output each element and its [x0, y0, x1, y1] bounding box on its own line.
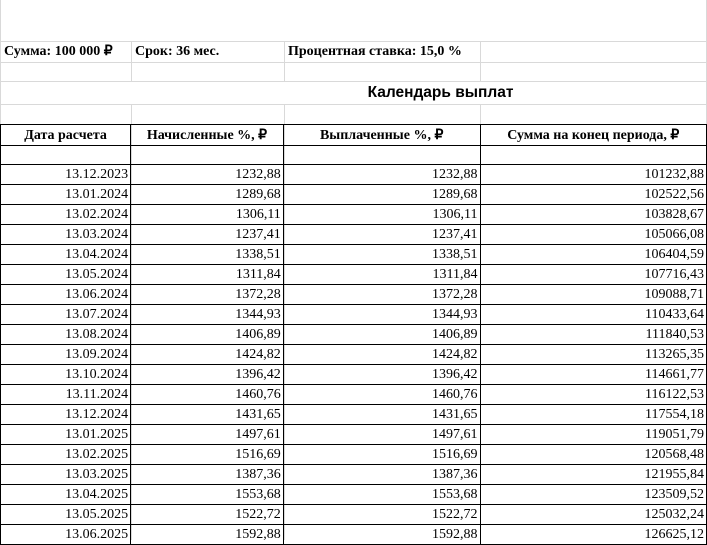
table-row: [1, 285, 707, 305]
table-header-row: [1, 125, 707, 146]
accrued-cell[interactable]: 1522,72: [131, 505, 284, 525]
balance-cell[interactable]: 113265,35: [480, 345, 706, 365]
date-cell[interactable]: 13.06.2024: [1, 285, 131, 305]
date-cell[interactable]: 13.12.2024: [1, 405, 131, 425]
balance-cell[interactable]: 117554,18: [480, 405, 706, 425]
balance-cell[interactable]: 110433,64: [480, 305, 706, 325]
empty-row: [1, 146, 707, 165]
table-row: [1, 445, 707, 465]
accrued-cell[interactable]: 1424,82: [131, 345, 284, 365]
table-row: [1, 165, 707, 185]
date-cell[interactable]: 13.06.2025: [1, 525, 131, 545]
balance-cell[interactable]: 102522,56: [480, 185, 706, 205]
table-row: [1, 525, 707, 545]
column-header-accrued[interactable]: Начисленные %, ₽: [131, 125, 284, 146]
balance-cell[interactable]: 119051,79: [480, 425, 706, 445]
accrued-cell[interactable]: 1289,68: [131, 185, 284, 205]
sum-cell[interactable]: Сумма: 100 000 ₽: [4, 44, 113, 59]
paid-cell[interactable]: 1311,84: [283, 265, 480, 285]
balance-cell[interactable]: 101232,88: [480, 165, 706, 185]
date-cell[interactable]: 13.12.2023: [1, 165, 131, 185]
accrued-cell[interactable]: 1338,51: [131, 245, 284, 265]
table-row: [1, 345, 707, 365]
table-row: [1, 485, 707, 505]
date-cell[interactable]: 13.09.2024: [1, 345, 131, 365]
table-cell[interactable]: [131, 146, 284, 165]
accrued-cell[interactable]: 1306,11: [131, 205, 284, 225]
table-row: [1, 305, 707, 325]
date-cell[interactable]: 13.01.2024: [1, 185, 131, 205]
table-row: [1, 405, 707, 425]
balance-cell[interactable]: 106404,59: [480, 245, 706, 265]
paid-cell[interactable]: 1387,36: [283, 465, 480, 485]
term-cell[interactable]: Срок: 36 мес.: [135, 44, 220, 59]
accrued-cell[interactable]: 1344,93: [131, 305, 284, 325]
date-cell[interactable]: 13.04.2024: [1, 245, 131, 265]
table-row: [1, 425, 707, 445]
paid-cell[interactable]: 1344,93: [283, 305, 480, 325]
accrued-cell[interactable]: 1311,84: [131, 265, 284, 285]
paid-cell[interactable]: 1372,28: [283, 285, 480, 305]
table-row: [1, 325, 707, 345]
balance-cell[interactable]: 116122,53: [480, 385, 706, 405]
table-row: [1, 465, 707, 485]
table-row: [1, 205, 707, 225]
date-cell[interactable]: 13.02.2025: [1, 445, 131, 465]
grid-line: [0, 62, 707, 63]
payment-schedule-table: [0, 124, 707, 545]
table-cell[interactable]: [283, 146, 480, 165]
date-cell[interactable]: 13.10.2024: [1, 365, 131, 385]
paid-cell[interactable]: 1396,42: [283, 365, 480, 385]
paid-cell[interactable]: 1460,76: [283, 385, 480, 405]
balance-cell[interactable]: 125032,24: [480, 505, 706, 525]
balance-cell[interactable]: 120568,48: [480, 445, 706, 465]
table-cell[interactable]: [480, 146, 706, 165]
balance-cell[interactable]: 126625,12: [480, 525, 706, 545]
balance-cell[interactable]: 109088,71: [480, 285, 706, 305]
date-cell[interactable]: 13.01.2025: [1, 425, 131, 445]
accrued-cell[interactable]: 1592,88: [131, 525, 284, 545]
paid-cell[interactable]: 1237,41: [283, 225, 480, 245]
table-row: [1, 225, 707, 245]
table-cell[interactable]: [1, 146, 131, 165]
paid-cell[interactable]: 1516,69: [283, 445, 480, 465]
paid-cell[interactable]: 1497,61: [283, 425, 480, 445]
column-header-date[interactable]: Дата расчета: [1, 125, 131, 146]
date-cell[interactable]: 13.05.2025: [1, 505, 131, 525]
table-row: [1, 365, 707, 385]
paid-cell[interactable]: 1338,51: [283, 245, 480, 265]
paid-cell[interactable]: 1232,88: [283, 165, 480, 185]
accrued-cell[interactable]: 1553,68: [131, 485, 284, 505]
table-row: [1, 185, 707, 205]
date-cell[interactable]: 13.07.2024: [1, 305, 131, 325]
paid-cell[interactable]: 1406,89: [283, 325, 480, 345]
paid-cell[interactable]: 1424,82: [283, 345, 480, 365]
balance-cell[interactable]: 103828,67: [480, 205, 706, 225]
date-cell[interactable]: 13.04.2025: [1, 485, 131, 505]
paid-cell[interactable]: 1553,68: [283, 485, 480, 505]
table-row: [1, 385, 707, 405]
balance-cell[interactable]: 107716,43: [480, 265, 706, 285]
balance-cell[interactable]: 114661,77: [480, 365, 706, 385]
paid-cell[interactable]: 1522,72: [283, 505, 480, 525]
date-cell[interactable]: 13.08.2024: [1, 325, 131, 345]
grid-line: [0, 104, 707, 105]
accrued-cell[interactable]: 1406,89: [131, 325, 284, 345]
paid-cell[interactable]: 1431,65: [283, 405, 480, 425]
page-title[interactable]: Календарь выплат: [367, 84, 514, 101]
date-cell[interactable]: 13.11.2024: [1, 385, 131, 405]
accrued-cell[interactable]: 1232,88: [131, 165, 284, 185]
empty-row: [1, 0, 706, 41]
rate-cell[interactable]: Процентная ставка: 15,0 %: [288, 44, 462, 59]
accrued-cell[interactable]: 1237,41: [131, 225, 284, 245]
column-header-balance[interactable]: Сумма на конец периода, ₽: [480, 125, 706, 146]
column-header-paid[interactable]: Выплаченные %, ₽: [283, 125, 480, 146]
accrued-cell[interactable]: 1372,28: [131, 285, 284, 305]
paid-cell[interactable]: 1306,11: [283, 205, 480, 225]
accrued-cell[interactable]: 1460,76: [131, 385, 284, 405]
accrued-cell[interactable]: 1387,36: [131, 465, 284, 485]
date-cell[interactable]: 13.03.2025: [1, 465, 131, 485]
accrued-cell[interactable]: 1396,42: [131, 365, 284, 385]
accrued-cell[interactable]: 1431,65: [131, 405, 284, 425]
balance-cell[interactable]: 111840,53: [480, 325, 706, 345]
balance-cell[interactable]: 105066,08: [480, 225, 706, 245]
table-row: [1, 265, 707, 285]
table-row: [1, 505, 707, 525]
table-row: [1, 245, 707, 265]
balance-cell[interactable]: 121955,84: [480, 465, 706, 485]
date-cell[interactable]: 13.02.2024: [1, 205, 131, 225]
balance-cell[interactable]: 123509,52: [480, 485, 706, 505]
paid-cell[interactable]: 1592,88: [283, 525, 480, 545]
accrued-cell[interactable]: 1516,69: [131, 445, 284, 465]
date-cell[interactable]: 13.05.2024: [1, 265, 131, 285]
date-cell[interactable]: 13.03.2024: [1, 225, 131, 245]
paid-cell[interactable]: 1289,68: [283, 185, 480, 205]
accrued-cell[interactable]: 1497,61: [131, 425, 284, 445]
